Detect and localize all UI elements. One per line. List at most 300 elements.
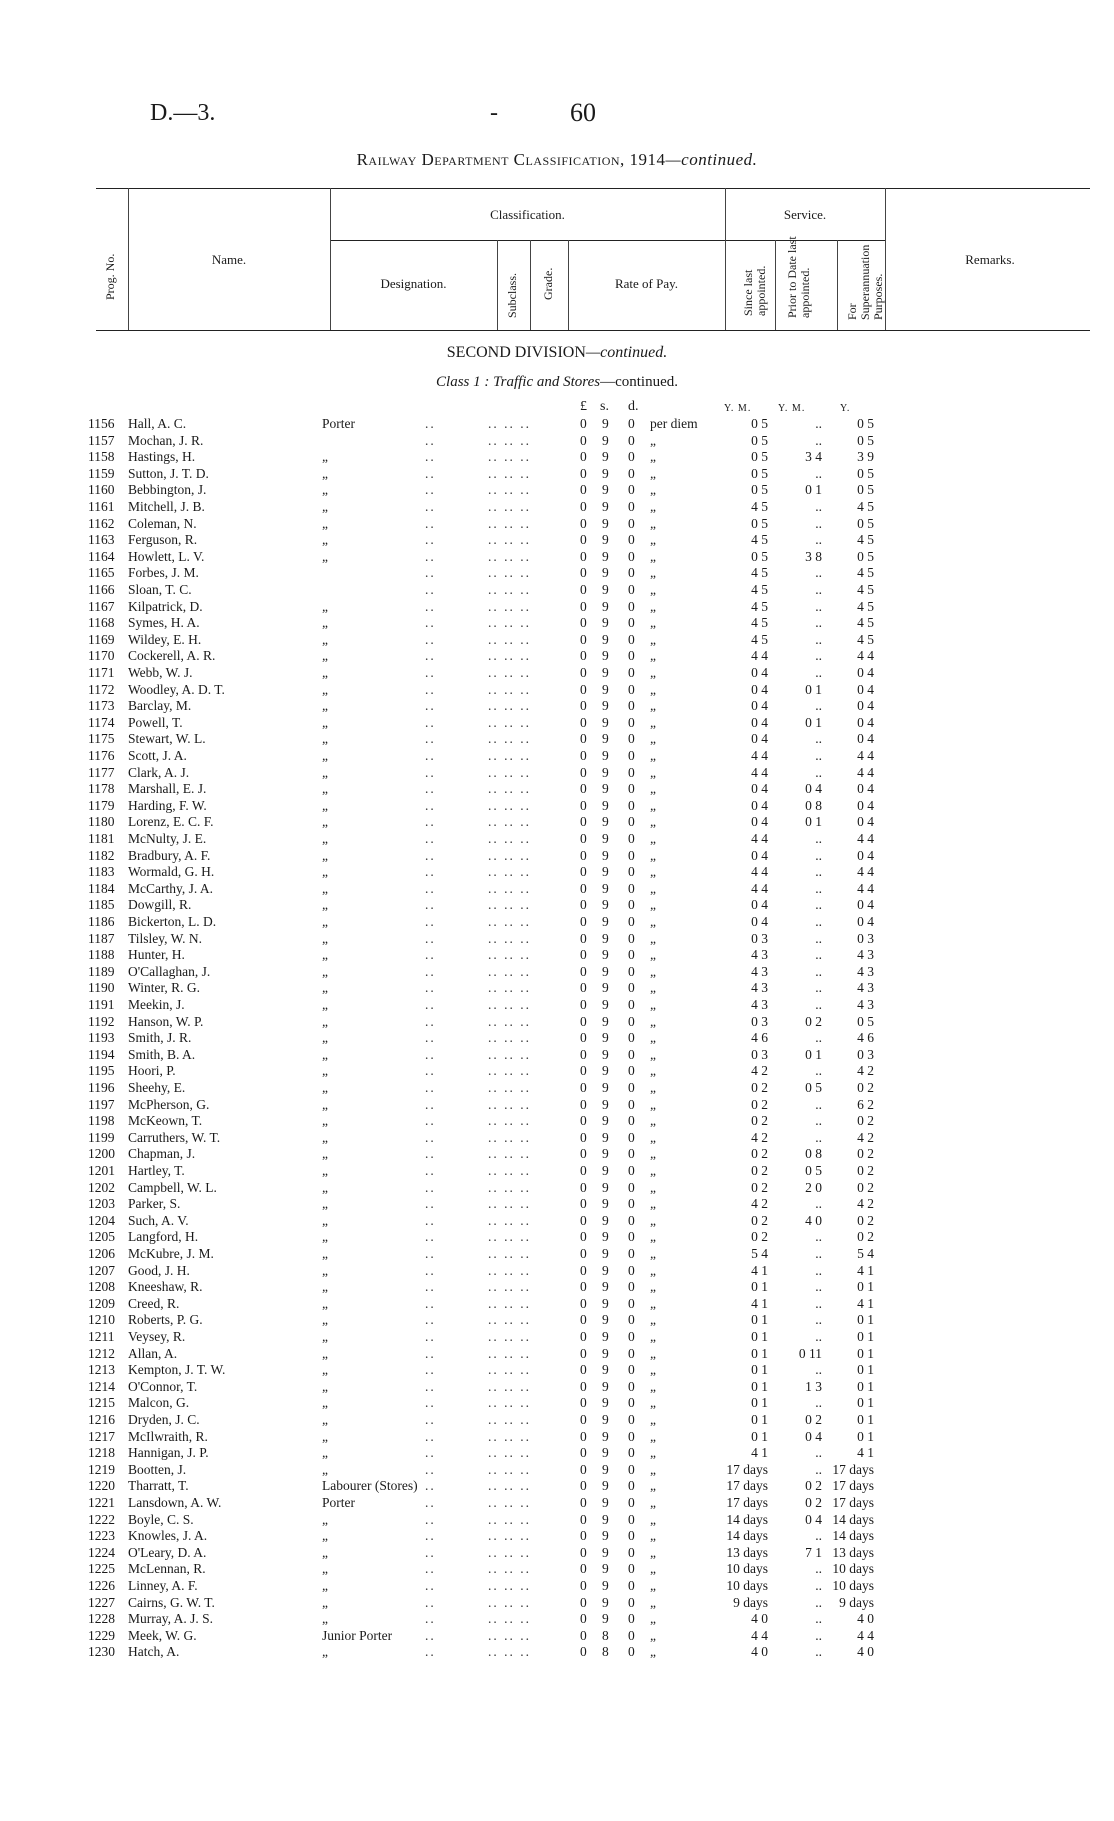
table-row [0, 947, 1114, 964]
page-ref: D.—3. [150, 100, 216, 126]
pounds-cell: 0 [580, 1428, 587, 1444]
shillings-cell: 9 [602, 1196, 609, 1212]
designation-cell: „ [322, 1594, 328, 1610]
dot-leader: .. .. .. [488, 1544, 531, 1560]
table-row [0, 565, 1114, 582]
dot-leader: .. [425, 1246, 436, 1261]
dot-leader: .. .. .. [488, 1329, 531, 1344]
table-row [0, 1478, 1114, 1495]
pence-cell: 0 [628, 914, 635, 929]
per-cell: „ [650, 797, 656, 813]
dot-leader: .. [425, 1412, 436, 1427]
pence-cell: 0 [628, 1146, 635, 1162]
dot-leader: .. .. .. [488, 1511, 531, 1527]
per-cell: „ [650, 1229, 656, 1245]
designation-cell: Labourer (Stores) [322, 1478, 418, 1494]
name-cell: O'Callaghan, J. [128, 963, 211, 979]
per-cell: „ [650, 565, 656, 581]
dot-leader: .. .. .. [488, 1013, 531, 1029]
table-row [0, 1213, 1114, 1230]
dot-leader: .. [425, 847, 436, 863]
since-appointed-cell: 0 1 [751, 1329, 768, 1344]
table-row [0, 499, 1114, 516]
since-appointed-cell: 4 5 [751, 631, 768, 647]
shillings-cell: 9 [602, 1561, 609, 1577]
prog-no-cell: 1211 [88, 1329, 115, 1344]
designation-cell: „ [322, 548, 328, 564]
pounds-cell: 0 [580, 532, 587, 548]
table-row [0, 931, 1114, 948]
per-cell: „ [650, 1644, 656, 1660]
designation-cell: „ [322, 1279, 328, 1295]
name-cell: Cairns, G. W. T. [128, 1594, 215, 1610]
dot-leader: .. [425, 565, 436, 581]
name-cell: Winter, R. G. [128, 980, 201, 996]
pence-cell: 0 [628, 1229, 635, 1245]
pounds-cell: 0 [580, 1395, 587, 1411]
per-cell: „ [650, 1412, 656, 1427]
dot-leader: .. [425, 515, 436, 531]
designation-cell: „ [322, 731, 328, 747]
dot-leader: .. .. .. [488, 1528, 531, 1544]
designation-cell: „ [322, 1030, 328, 1046]
per-cell: „ [650, 1362, 656, 1378]
prior-date-cell: .. [815, 1611, 822, 1627]
prior-date-cell: .. [815, 1279, 822, 1295]
designation-cell: „ [322, 631, 328, 647]
dot-leader: .. [425, 1395, 436, 1411]
dot-leader: .. [425, 1511, 436, 1527]
prior-date-cell: 0 1 [805, 1046, 822, 1062]
since-appointed-cell: 17 days [726, 1478, 768, 1494]
table-row [0, 632, 1114, 649]
since-appointed-cell: 0 2 [751, 1212, 768, 1228]
since-appointed-cell: 0 5 [751, 515, 768, 531]
since-appointed-cell: 0 1 [751, 1395, 768, 1411]
pence-cell: 0 [628, 1096, 635, 1112]
designation-cell: „ [322, 1262, 328, 1278]
pence-cell: 0 [628, 764, 635, 780]
shillings-cell: 9 [602, 963, 609, 979]
shillings-cell: 9 [602, 847, 609, 863]
superannuation-cell: 0 1 [857, 1312, 874, 1328]
prior-date-cell: .. [815, 980, 822, 996]
since-appointed-cell: 10 days [726, 1561, 768, 1577]
prior-date-cell: .. [815, 930, 822, 946]
prog-no-cell: 1156 [88, 416, 115, 431]
superannuation-cell: 4 0 [857, 1644, 874, 1660]
pence-cell: 0 [628, 1461, 635, 1477]
dot-leader: .. [425, 548, 436, 564]
prog-no-cell: 1192 [88, 1013, 115, 1029]
pence-cell: 0 [628, 565, 635, 581]
dot-leader: .. .. .. [488, 831, 531, 846]
designation-cell: „ [322, 482, 328, 498]
prior-date-cell: .. [815, 997, 822, 1012]
prior-date-cell: .. [815, 631, 822, 647]
name-cell: Roberts, P. G. [128, 1312, 203, 1328]
superannuation-cell: 4 3 [857, 963, 874, 979]
per-cell: „ [650, 748, 656, 763]
table-row [0, 1014, 1114, 1031]
prog-no-cell: 1171 [88, 665, 115, 680]
per-cell: „ [650, 947, 656, 963]
per-cell: „ [650, 963, 656, 979]
per-cell: „ [650, 1378, 656, 1394]
shillings-cell: 9 [602, 499, 609, 514]
table-row [0, 731, 1114, 748]
name-cell: Murray, A. J. S. [128, 1611, 214, 1627]
prior-date-cell: .. [815, 1362, 822, 1378]
dot-leader: .. .. .. [488, 1611, 531, 1627]
prior-date-cell: .. [815, 1030, 822, 1046]
dot-leader: .. .. .. [488, 714, 531, 730]
dot-leader: .. [425, 1212, 436, 1228]
table-row [0, 1146, 1114, 1163]
designation-cell: „ [322, 1561, 328, 1577]
name-cell: Campbell, W. L. [128, 1179, 217, 1195]
pence-cell: 0 [628, 1511, 635, 1527]
prog-no-cell: 1202 [88, 1179, 115, 1195]
dot-leader: .. .. .. [488, 1362, 531, 1378]
pence-cell: 0 [628, 1528, 635, 1544]
pounds-cell: 0 [580, 748, 587, 763]
col-prog-no: Prog. No. [103, 253, 117, 300]
pounds-cell: 0 [580, 548, 587, 564]
pence-cell: 0 [628, 831, 635, 846]
table-row [0, 748, 1114, 765]
superannuation-cell: 0 5 [857, 548, 874, 564]
since-appointed-cell: 4 3 [751, 997, 768, 1012]
dot-leader: .. .. .. [488, 1080, 531, 1095]
dot-leader: .. [425, 1644, 436, 1660]
per-cell: „ [650, 548, 656, 564]
pounds-cell: 0 [580, 1378, 587, 1394]
since-appointed-cell: 0 5 [751, 432, 768, 448]
designation-cell: „ [322, 814, 328, 830]
prior-date-cell: 3 4 [805, 449, 822, 465]
pounds-cell: 0 [580, 1594, 587, 1610]
pence-cell: 0 [628, 1246, 635, 1261]
pounds-cell: 0 [580, 1528, 587, 1544]
since-appointed-cell: 4 2 [751, 1063, 768, 1079]
dot-leader: .. [425, 1262, 436, 1278]
dot-leader: .. .. .. [488, 565, 531, 581]
prior-date-cell: 1 3 [805, 1378, 822, 1394]
pounds-cell: 0 [580, 1046, 587, 1062]
name-cell: Meekin, J. [128, 997, 185, 1012]
pounds-cell: 0 [580, 1262, 587, 1278]
shillings-cell: 9 [602, 897, 609, 913]
since-appointed-cell: 0 4 [751, 698, 768, 714]
prog-no-cell: 1173 [88, 698, 115, 714]
pounds-cell: 0 [580, 698, 587, 714]
prog-no-cell: 1226 [88, 1578, 115, 1593]
dot-leader: .. .. .. [488, 1378, 531, 1394]
prog-no-cell: 1216 [88, 1412, 115, 1427]
per-cell: „ [650, 1295, 656, 1311]
pounds-cell: 0 [580, 631, 587, 647]
name-cell: Scott, J. A. [128, 748, 187, 763]
per-cell: „ [650, 997, 656, 1012]
dot-leader: .. .. .. [488, 1428, 531, 1444]
pounds-cell: 0 [580, 1345, 587, 1361]
dot-leader: .. .. .. [488, 465, 531, 481]
per-cell: „ [650, 482, 656, 498]
table-row [0, 482, 1114, 499]
shillings-cell: 9 [602, 665, 609, 680]
dot-leader: .. .. .. [488, 980, 531, 996]
pounds-cell: 0 [580, 864, 587, 880]
per-cell: „ [650, 914, 656, 929]
designation-cell: „ [322, 665, 328, 680]
prog-no-cell: 1207 [88, 1262, 115, 1278]
dot-leader: .. [425, 897, 436, 913]
prog-no-cell: 1162 [88, 515, 115, 531]
shillings-cell: 9 [602, 1229, 609, 1245]
dot-leader: .. .. .. [488, 914, 531, 929]
designation-cell: „ [322, 764, 328, 780]
table-row [0, 665, 1114, 682]
prog-no-cell: 1158 [88, 449, 115, 465]
table-row [0, 1395, 1114, 1412]
table-row [0, 698, 1114, 715]
designation-cell: „ [322, 1345, 328, 1361]
pence-cell: 0 [628, 1329, 635, 1344]
prior-date-cell: .. [815, 1096, 822, 1112]
dot-leader: .. [425, 499, 436, 514]
table-row [0, 814, 1114, 831]
shillings-cell: 9 [602, 615, 609, 631]
pounds-cell: 0 [580, 831, 587, 846]
prog-no-cell: 1219 [88, 1461, 115, 1477]
since-appointed-cell: 0 5 [751, 482, 768, 498]
since-appointed-cell: 13 days [726, 1544, 768, 1560]
name-cell: Symes, H. A. [128, 615, 200, 631]
page-number: 60 [570, 98, 596, 127]
prog-no-cell: 1222 [88, 1511, 115, 1527]
name-cell: Mochan, J. R. [128, 432, 204, 448]
dot-leader: .. .. .. [488, 1279, 531, 1295]
dot-leader: .. [425, 864, 436, 880]
prog-no-cell: 1218 [88, 1445, 115, 1461]
since-appointed-cell: 4 4 [751, 831, 768, 846]
table-row [0, 1611, 1114, 1628]
designation-cell: „ [322, 914, 328, 929]
designation-cell: „ [322, 1362, 328, 1378]
dot-leader: .. .. .. [488, 1412, 531, 1427]
prog-no-cell: 1186 [88, 914, 115, 929]
prog-no-cell: 1163 [88, 532, 115, 548]
superannuation-cell: 4 4 [857, 831, 874, 846]
dot-leader: .. [425, 1544, 436, 1560]
division-cont: —continued. [585, 344, 668, 361]
per-cell: „ [650, 930, 656, 946]
pounds-cell: 0 [580, 582, 587, 597]
prog-no-cell: 1204 [88, 1212, 115, 1228]
pence-cell: 0 [628, 1196, 635, 1212]
table-row [0, 1163, 1114, 1180]
table-row [0, 1030, 1114, 1047]
pounds-cell: 0 [580, 615, 587, 631]
name-cell: McNulty, J. E. [128, 831, 207, 846]
table-row [0, 1512, 1114, 1529]
dot-leader: .. .. .. [488, 1163, 531, 1178]
designation-cell: „ [322, 499, 328, 514]
dot-leader: .. [425, 432, 436, 448]
dot-leader: .. .. .. [488, 1146, 531, 1162]
page-title [0, 150, 1114, 170]
prog-no-cell: 1209 [88, 1295, 115, 1311]
pence-cell: 0 [628, 1063, 635, 1079]
per-cell: „ [650, 814, 656, 830]
pence-cell: 0 [628, 1544, 635, 1560]
per-cell: „ [650, 847, 656, 863]
superannuation-cell: 0 2 [857, 1229, 874, 1245]
prog-no-cell: 1206 [88, 1246, 115, 1261]
dot-leader: .. .. .. [488, 1212, 531, 1228]
designation-cell: „ [322, 847, 328, 863]
superannuation-cell: 10 days [832, 1561, 874, 1577]
designation-cell: „ [322, 1412, 328, 1427]
superannuation-cell: 0 4 [857, 897, 874, 913]
name-cell: Veysey, R. [128, 1329, 186, 1344]
name-cell: Kilpatrick, D. [128, 598, 203, 614]
prog-no-cell: 1170 [88, 648, 115, 664]
since-appointed-cell: 0 4 [751, 814, 768, 830]
shillings-cell: 9 [602, 814, 609, 830]
shillings-cell: 9 [602, 914, 609, 929]
superannuation-cell: 4 4 [857, 1627, 874, 1643]
superannuation-cell: 4 4 [857, 748, 874, 763]
superannuation-cell: 4 5 [857, 582, 874, 597]
dot-leader: .. .. .. [488, 1445, 531, 1461]
prog-no-cell: 1221 [88, 1495, 115, 1510]
designation-cell: „ [322, 1329, 328, 1344]
dot-leader: .. [425, 465, 436, 481]
pence-cell: 0 [628, 997, 635, 1012]
pence-cell: 0 [628, 1611, 635, 1627]
superannuation-cell: 6 2 [857, 1096, 874, 1112]
designation-cell: „ [322, 1046, 328, 1062]
superannuation-cell: 0 2 [857, 1163, 874, 1178]
col-rate: Rate of Pay. [614, 276, 679, 291]
prior-date-cell: 0 4 [805, 1428, 822, 1444]
pence-cell: 0 [628, 1046, 635, 1062]
dot-leader: .. [425, 748, 436, 763]
dot-leader: .. .. .. [488, 1129, 531, 1145]
prog-no-cell: 1194 [88, 1046, 115, 1062]
shillings-cell: 9 [602, 1528, 609, 1544]
per-cell: „ [650, 1262, 656, 1278]
dot-leader: .. .. .. [488, 499, 531, 514]
dot-leader: .. [425, 582, 436, 597]
col-prior: Prior to Date last appointed. [785, 236, 812, 318]
per-cell: „ [650, 831, 656, 846]
table-row [0, 582, 1114, 599]
pence-cell: 0 [628, 963, 635, 979]
prior-date-cell: .. [815, 1627, 822, 1643]
designation-cell: „ [322, 1179, 328, 1195]
per-cell: „ [650, 1544, 656, 1560]
table-row [0, 1462, 1114, 1479]
superannuation-cell: 13 days [832, 1544, 874, 1560]
shillings-cell: 9 [602, 598, 609, 614]
table-row [0, 831, 1114, 848]
designation-cell: Porter [322, 1495, 355, 1510]
since-appointed-cell: 4 5 [751, 598, 768, 614]
shillings-cell: 9 [602, 449, 609, 465]
pounds-cell: 0 [580, 1627, 587, 1643]
table-row [0, 1429, 1114, 1446]
since-appointed-cell: 4 3 [751, 963, 768, 979]
dot-leader: .. .. .. [488, 1046, 531, 1062]
table-row [0, 615, 1114, 632]
pounds-cell: 0 [580, 499, 587, 514]
pounds-cell: 0 [580, 515, 587, 531]
per-cell: „ [650, 1495, 656, 1510]
prog-no-cell: 1196 [88, 1080, 115, 1095]
pounds-cell: 0 [580, 1478, 587, 1494]
dot-leader: .. [425, 1163, 436, 1178]
prior-date-cell: .. [815, 499, 822, 514]
dot-leader: .. [425, 482, 436, 498]
dot-leader: .. .. .. [488, 1461, 531, 1477]
pounds-cell: 0 [580, 764, 587, 780]
pence-cell: 0 [628, 1644, 635, 1660]
designation-cell: „ [322, 1196, 328, 1212]
name-cell: Smith, J. R. [128, 1030, 192, 1046]
pence-cell: 0 [628, 880, 635, 896]
pence-cell: 0 [628, 598, 635, 614]
name-cell: Such, A. V. [128, 1212, 189, 1228]
name-cell: O'Leary, D. A. [128, 1544, 207, 1560]
prior-date-cell: .. [815, 1113, 822, 1129]
table-row [0, 881, 1114, 898]
prog-no-cell: 1225 [88, 1561, 115, 1577]
pence-cell: 0 [628, 947, 635, 963]
dot-leader: .. [425, 1179, 436, 1195]
superannuation-cell: 4 5 [857, 565, 874, 581]
prior-date-cell: .. [815, 1295, 822, 1311]
shillings-cell: 8 [602, 1644, 609, 1660]
dot-leader: .. [425, 665, 436, 680]
since-appointed-cell: 0 4 [751, 731, 768, 747]
table-row [0, 599, 1114, 616]
table-row [0, 1312, 1114, 1329]
per-cell: „ [650, 1461, 656, 1477]
prog-no-cell: 1177 [88, 764, 115, 780]
table-row [0, 516, 1114, 533]
designation-cell: „ [322, 1229, 328, 1245]
per-cell: „ [650, 665, 656, 680]
pence-cell: 0 [628, 1080, 635, 1095]
superannuation-cell: 0 4 [857, 714, 874, 730]
dot-leader: .. .. .. [488, 1063, 531, 1079]
superannuation-cell: 10 days [832, 1578, 874, 1593]
prior-date-cell: .. [815, 515, 822, 531]
shillings-cell: 9 [602, 748, 609, 763]
since-appointed-cell: 0 1 [751, 1279, 768, 1295]
table-row [0, 1279, 1114, 1296]
pounds-cell: 0 [580, 781, 587, 797]
superannuation-cell: 0 1 [857, 1378, 874, 1394]
table-row [0, 864, 1114, 881]
pence-cell: 0 [628, 1495, 635, 1510]
prog-no-cell: 1176 [88, 748, 115, 763]
since-appointed-cell: 0 1 [751, 1378, 768, 1394]
dot-leader: .. .. .. [488, 764, 531, 780]
